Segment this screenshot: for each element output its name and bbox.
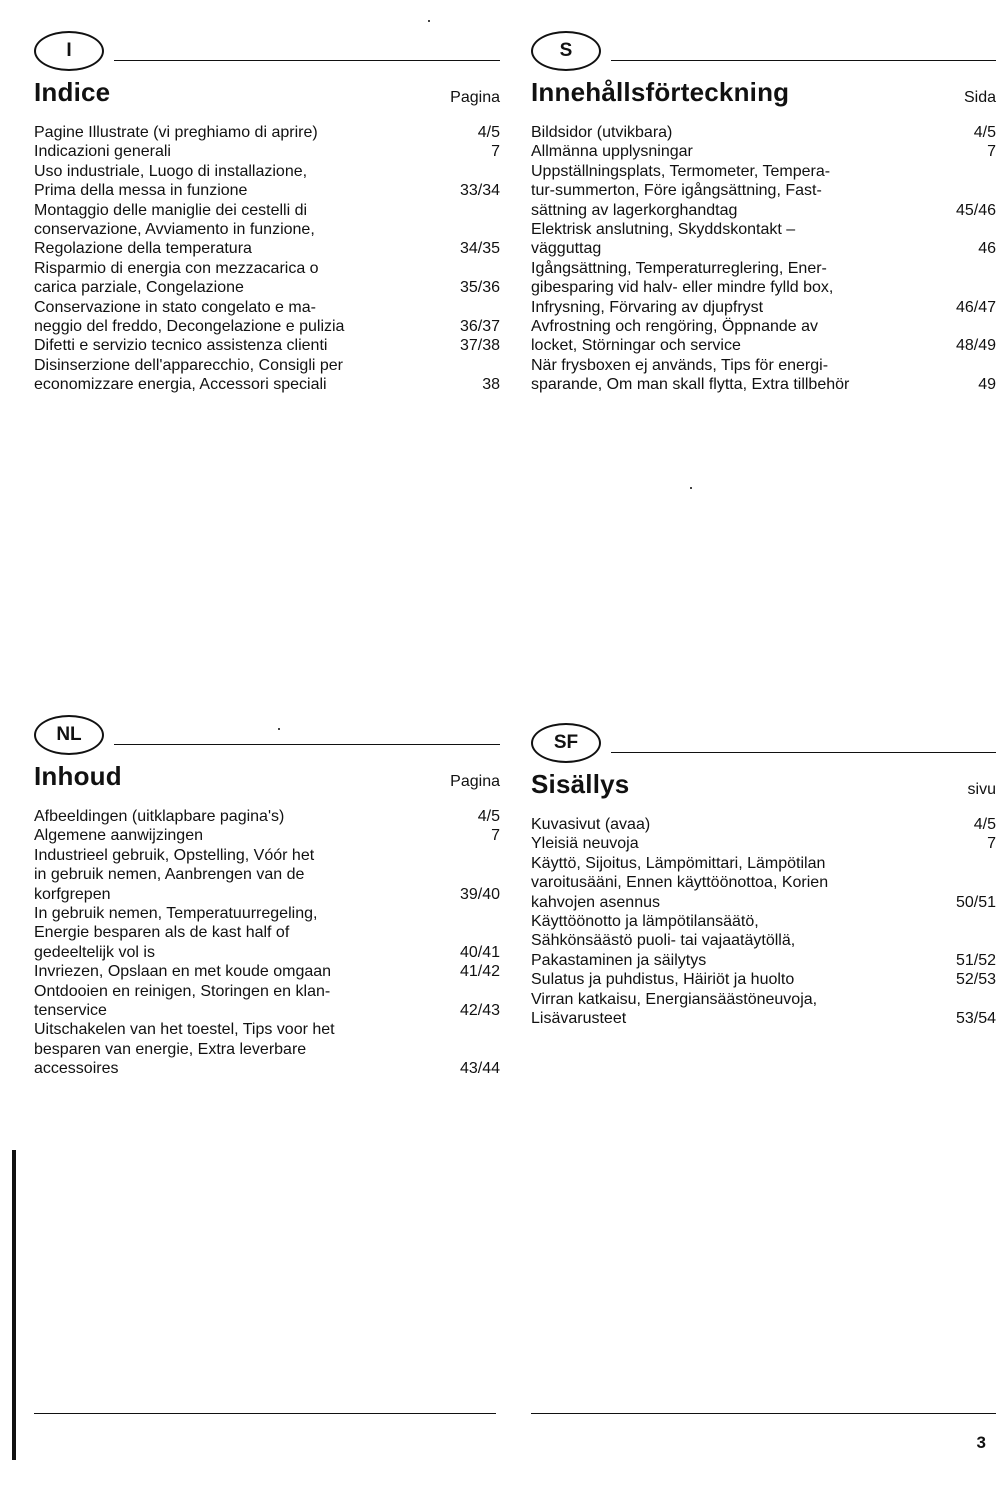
toc-entry-line: Disinserzione dell'apparecchio, Consigli per: [34, 356, 343, 374]
section-heading-row: [34, 77, 500, 123]
header-rule: [114, 60, 500, 61]
toc-entries: [531, 815, 996, 1028]
toc-entry-page: 33/34: [459, 182, 500, 200]
header-rule: [611, 752, 996, 753]
toc-entry: [34, 201, 500, 259]
toc-entry: [34, 259, 500, 298]
section-heading-row: [531, 77, 996, 123]
toc-entry-page: 4/5: [477, 808, 500, 825]
toc-entry: [531, 970, 996, 989]
toc-entry-page: 53/54: [955, 1010, 996, 1028]
toc-entry-text: [531, 834, 940, 853]
toc-entry-page: 40/41: [459, 943, 500, 961]
toc-section-italian: [34, 31, 500, 395]
toc-entry: [34, 846, 500, 904]
toc-entry-line: economizzare energia, Accessori speciali: [34, 376, 327, 394]
toc-entry-text: [531, 854, 940, 912]
toc-entry-line: Afbeeldingen (uitklapbare pagina's): [34, 808, 285, 825]
toc-entry-page: 43/44: [459, 1060, 500, 1078]
toc-entry-page: 7: [987, 835, 996, 853]
toc-entry-line: Pagine Illustrate (vi preghiamo di aprire): [34, 124, 318, 141]
page-number: 3: [976, 1433, 986, 1452]
toc-entry-line: tur-summerton, Före igångsättning, Fast-: [531, 182, 822, 200]
toc-section-dutch: [34, 715, 500, 1079]
toc-entry: [531, 259, 996, 317]
toc-entry-line: besparen van energie, Extra leverbare: [34, 1040, 307, 1058]
toc-entry-line: Pakastaminen ja säilytys: [531, 951, 707, 969]
toc-entry: [34, 298, 500, 337]
toc-entry-line: varoitusääni, Ennen käyttöönottoa, Korien: [531, 874, 829, 892]
toc-entry-text: [531, 912, 940, 970]
toc-entry: [34, 1020, 500, 1078]
toc-entry-line: neggio del freddo, Decongelazione e pulizia: [34, 318, 345, 336]
toc-entry-text: [531, 815, 940, 834]
toc-entry-line: Ontdooien en reinigen, Storingen en klan-: [34, 982, 331, 1000]
toc-entry-text: [34, 123, 444, 142]
toc-entry-text: [531, 990, 940, 1029]
toc-entry-text: [531, 970, 940, 989]
toc-entry-text: [34, 846, 444, 904]
toc-entry: [531, 123, 996, 142]
toc-entry-text: [34, 336, 444, 355]
header-rule: [114, 744, 500, 745]
page-column-header: Sida: [963, 89, 996, 106]
page-column-header: Pagina: [450, 773, 500, 790]
toc-entry-line: Uppställningsplats, Termometer, Tempera-: [531, 162, 831, 180]
toc-entry-text: [531, 123, 940, 142]
toc-entry-text: [34, 142, 444, 161]
toc-entry-line: Indicazioni generali: [34, 143, 171, 161]
toc-entry-line: Risparmio di energia con mezzacarica o: [34, 259, 319, 277]
toc-entry-line: Kuvasivut (avaa): [531, 816, 651, 833]
toc-entry-line: conservazione, Avviamento in funzione,: [34, 221, 315, 239]
toc-entry-text: [531, 142, 940, 161]
toc-entry-line: Avfrostning och rengöring, Öppnande av: [531, 318, 819, 336]
toc-entry-page: 42/43: [459, 1002, 500, 1020]
page-column-header: Pagina: [450, 89, 500, 106]
scan-speck: [278, 728, 280, 730]
toc-entry-page: 46: [978, 240, 996, 258]
section-heading-row: [34, 761, 500, 807]
toc-entry-line: locket, Störningar och service: [531, 337, 741, 355]
toc-entry: [34, 826, 500, 845]
toc-entry-text: [531, 220, 940, 259]
toc-entry-text: [531, 317, 940, 356]
section-title: Sisällys: [531, 769, 630, 799]
toc-entry: [531, 834, 996, 853]
toc-entry: [34, 336, 500, 355]
toc-entry: [34, 142, 500, 161]
toc-entry-line: Montaggio delle maniglie dei cestelli di: [34, 201, 308, 219]
toc-entry: [34, 807, 500, 826]
section-title: Innehållsförteckning: [531, 77, 790, 107]
margin-bar: [12, 1150, 16, 1460]
toc-section-finnish: [531, 723, 996, 1028]
toc-entry: [34, 356, 500, 395]
toc-entry-page: 51/52: [955, 951, 996, 969]
toc-entry-line: Sulatus ja puhdistus, Häiriöt ja huolto: [531, 971, 795, 989]
toc-entry: [34, 962, 500, 981]
toc-entry-line: Elektrisk anslutning, Skyddskontakt –: [531, 221, 796, 239]
toc-entry-text: [531, 356, 940, 395]
toc-entry-line: Regolazione della temperatura: [34, 240, 252, 258]
toc-entry-line: sparande, Om man skall flytta, Extra tillbehör: [531, 376, 850, 394]
section-title: Indice: [34, 77, 111, 107]
toc-entry-line: Bildsidor (utvikbara): [531, 124, 673, 141]
toc-entry-text: [34, 826, 444, 845]
footer-rule-left: [34, 1413, 496, 1414]
language-badge-row: [34, 31, 500, 75]
toc-entry-page: 49: [978, 376, 996, 394]
toc-entry-line: vägguttag: [531, 240, 602, 258]
toc-entry: [531, 220, 996, 259]
toc-entry-line: Sähkönsäästö puoli- tai vajaatäytöllä,: [531, 932, 796, 950]
toc-entry-page: 7: [491, 143, 500, 161]
toc-entry-line: carica parziale, Congelazione: [34, 279, 244, 297]
toc-entry-page: 38: [482, 376, 500, 394]
toc-entry-text: [34, 201, 444, 259]
language-badge: I: [34, 31, 104, 71]
toc-entry-line: In gebruik nemen, Temperatuurregeling,: [34, 905, 318, 923]
toc-entry-line: Infrysning, Förvaring av djupfryst: [531, 298, 764, 316]
language-badge-row: [531, 723, 996, 767]
toc-entry-line: Virran katkaisu, Energiansäästöneuvoja,: [531, 990, 818, 1008]
toc-entry-line: Uitschakelen van het toestel, Tips voor het: [34, 1021, 335, 1039]
footer-rule-right: [531, 1413, 996, 1414]
toc-entry: [531, 162, 996, 220]
toc-entry-text: [34, 962, 444, 981]
toc-entry-line: gibesparing vid halv- eller mindre fylld box,: [531, 279, 834, 297]
toc-entry: [34, 904, 500, 962]
toc-entry-text: [531, 259, 940, 317]
toc-section-swedish: [531, 31, 996, 395]
toc-entry-line: Igångsättning, Temperaturreglering, Ener-: [531, 259, 827, 277]
toc-entries: [34, 123, 500, 395]
toc-entry-text: [34, 982, 444, 1021]
toc-entry-text: [34, 162, 444, 201]
toc-entry-line: Uso industriale, Luogo di installazione,: [34, 162, 308, 180]
toc-entry-text: [34, 1020, 444, 1078]
toc-entry-line: korfgrepen: [34, 885, 111, 903]
toc-entry-text: [34, 356, 444, 395]
toc-entry-page: 46/47: [955, 298, 996, 316]
toc-entry-line: Invriezen, Opslaan en met koude omgaan: [34, 963, 332, 981]
toc-entry-page: 39/40: [459, 885, 500, 903]
toc-entry-page: 34/35: [459, 240, 500, 258]
toc-entry: [531, 912, 996, 970]
toc-entries: [531, 123, 996, 395]
toc-entry-page: 7: [491, 827, 500, 845]
page-column-header: sivu: [967, 781, 996, 798]
toc-entry-page: 7: [987, 143, 996, 161]
header-rule: [611, 60, 996, 61]
toc-entry-page: 4/5: [477, 124, 500, 141]
toc-entry-line: Prima della messa in funzione: [34, 182, 248, 200]
toc-entry: [34, 123, 500, 142]
toc-entry-line: Lisävarusteet: [531, 1010, 627, 1028]
toc-entry-line: Allmänna upplysningar: [531, 143, 693, 161]
scan-speck: [428, 20, 430, 22]
toc-entry-page: 45/46: [955, 201, 996, 219]
toc-entry-line: Käyttö, Sijoitus, Lämpömittari, Lämpötilan: [531, 854, 826, 872]
toc-entry-line: tenservice: [34, 1002, 107, 1020]
toc-entry-line: Industrieel gebruik, Opstelling, Vóór het: [34, 846, 315, 864]
toc-entry: [531, 356, 996, 395]
section-heading-row: [531, 769, 996, 815]
language-badge: SF: [531, 723, 601, 763]
toc-entry-page: 48/49: [955, 337, 996, 355]
toc-entry-page: 4/5: [973, 124, 996, 141]
toc-entry-page: 50/51: [955, 893, 996, 911]
toc-entry-text: [531, 162, 940, 220]
toc-entry-line: Energie besparen als de kast half of: [34, 924, 290, 942]
toc-entry-line: När frysboxen ej används, Tips för energi-: [531, 356, 829, 374]
toc-entry: [34, 982, 500, 1021]
language-badge-row: [531, 31, 996, 75]
toc-entry-text: [34, 259, 444, 298]
language-badge-row: [34, 715, 500, 759]
section-title: Inhoud: [34, 761, 122, 791]
language-badge: NL: [34, 715, 104, 755]
toc-entry-line: Yleisiä neuvoja: [531, 835, 639, 853]
toc-entries: [34, 807, 500, 1079]
toc-entry: [34, 162, 500, 201]
toc-entry-line: in gebruik nemen, Aanbrengen van de: [34, 866, 305, 884]
toc-entry: [531, 317, 996, 356]
toc-entry-text: [34, 904, 444, 962]
toc-entry-line: Conservazione in stato congelato e ma-: [34, 298, 316, 316]
toc-entry-line: Algemene aanwijzingen: [34, 827, 203, 845]
toc-entry-line: kahvojen asennus: [531, 893, 660, 911]
toc-entry-text: [34, 298, 444, 337]
toc-entry-page: 52/53: [955, 971, 996, 989]
toc-entry: [531, 990, 996, 1029]
toc-entry-page: 37/38: [459, 337, 500, 355]
toc-entry-line: gedeeltelijk vol is: [34, 943, 155, 961]
toc-entry-page: 4/5: [973, 816, 996, 833]
toc-entry: [531, 854, 996, 912]
toc-entry-page: 35/36: [459, 279, 500, 297]
toc-entry-page: 41/42: [459, 963, 500, 981]
language-badge: S: [531, 31, 601, 71]
toc-entry-text: [34, 807, 444, 826]
toc-entry-page: 36/37: [459, 318, 500, 336]
scan-speck: [690, 487, 692, 489]
toc-entry-line: Difetti e servizio tecnico assistenza clienti: [34, 337, 328, 355]
toc-entry-line: accessoires: [34, 1060, 119, 1078]
toc-entry-line: sättning av lagerkorghandtag: [531, 201, 738, 219]
toc-entry: [531, 142, 996, 161]
toc-entry-line: Käyttöönotto ja lämpötilansäätö,: [531, 913, 759, 931]
toc-entry: [531, 815, 996, 834]
